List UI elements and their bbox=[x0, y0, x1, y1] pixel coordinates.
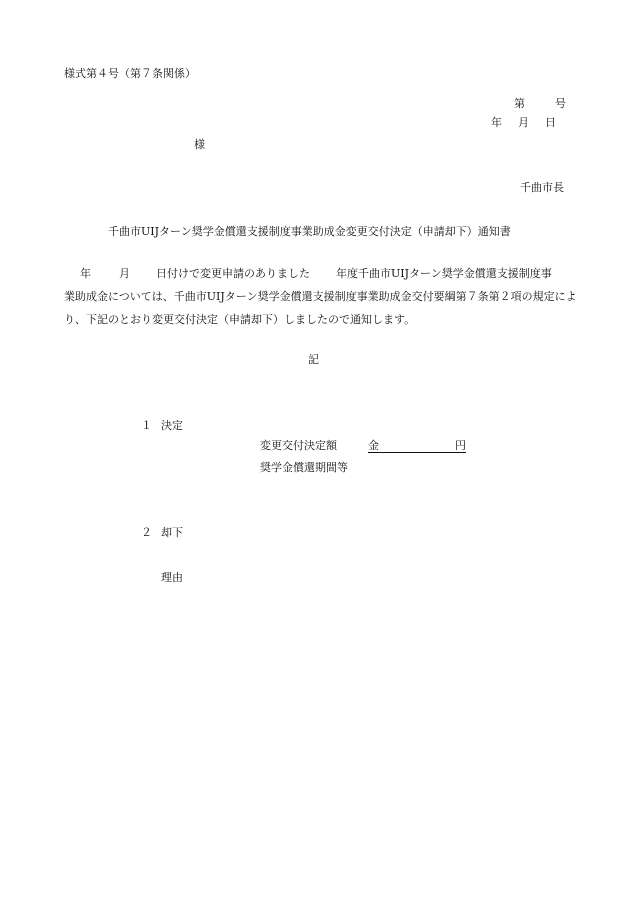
number-suffix: 号 bbox=[555, 97, 566, 110]
reason-label: 理由 bbox=[161, 571, 183, 584]
section-2-number: ２ bbox=[141, 526, 152, 539]
amount-suffix: 円 bbox=[455, 439, 466, 452]
section-1-number: １ bbox=[141, 419, 152, 432]
issuer-name: 千曲市長 bbox=[520, 181, 564, 194]
document-title: 千曲市UIJターン奨学金償還支援制度事業助成金変更交付決定（申請却下）通知書 bbox=[108, 225, 511, 238]
body-year: 年 bbox=[80, 267, 91, 280]
addressee-suffix: 様 bbox=[194, 138, 205, 151]
section-1-label: 決定 bbox=[161, 419, 183, 432]
body-line-3: り、下記のとおり変更交付決定（申請却下）しましたので通知します。 bbox=[64, 313, 416, 326]
body-line-1-text-2: 年度千曲市UIJターン奨学金償還支援制度事 bbox=[336, 267, 552, 280]
document-number-line bbox=[514, 98, 566, 109]
amount-field bbox=[368, 440, 466, 453]
amount-label: 変更交付決定額 bbox=[260, 439, 337, 452]
ki-heading: 記 bbox=[308, 353, 319, 366]
number-prefix: 第 bbox=[514, 97, 525, 110]
repayment-period-label: 奨学金償還期間等 bbox=[260, 461, 348, 474]
date-day: 日 bbox=[545, 116, 556, 129]
section-2-label: 却下 bbox=[161, 526, 183, 539]
body-line-1 bbox=[80, 268, 552, 279]
form-label: 様式第４号（第７条関係） bbox=[64, 67, 196, 80]
date-year: 年 bbox=[491, 116, 502, 129]
date-line bbox=[491, 117, 556, 128]
amount-prefix: 金 bbox=[368, 439, 379, 452]
date-month: 月 bbox=[518, 116, 529, 129]
body-line-1-text: 日付けで変更申請のありました bbox=[156, 267, 310, 280]
body-month: 月 bbox=[119, 267, 130, 280]
body-line-2: 業助成金については、千曲市UIJターン奨学金償還支援制度事業助成金交付要綱第７条第２項の規定によ bbox=[64, 290, 577, 303]
